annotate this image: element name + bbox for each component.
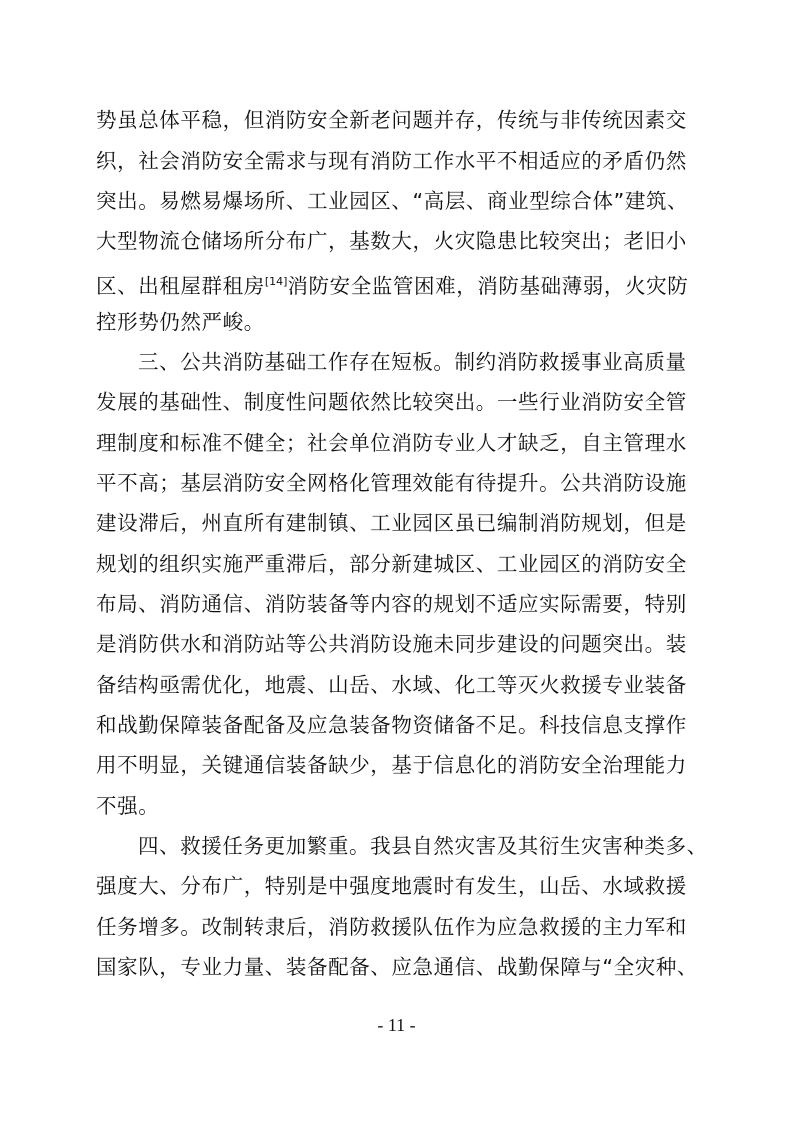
citation-reference: [14] bbox=[264, 275, 288, 288]
paragraph-1-line-3: 突出。易燃易爆场所、工业园区、“高层、商业型综合体”建筑、 bbox=[96, 189, 689, 213]
paragraph-1-line-4: 大型物流仓储场所分布广，基数大，火灾隐患比较突出；老旧小 bbox=[96, 229, 687, 253]
paragraph-3-line-4: 国家队，专业力量、装备配备、应急通信、战勤保障与“全灾种、 bbox=[96, 955, 699, 979]
paragraph-1-line-2: 织，社会消防安全需求与现有消防工作水平不相适应的矛盾仍然 bbox=[96, 149, 687, 173]
paragraph-1-line-5-text-a: 区、出租屋群租房 bbox=[96, 274, 265, 298]
paragraph-1-line-5-text-b: 消防安全监管困难，消防基础薄弱，火灾防 bbox=[287, 274, 689, 298]
paragraph-2-line-7: 布局、消防通信、消防装备等内容的规划不适应实际需要，特别 bbox=[96, 592, 687, 616]
paragraph-2-line-8: 是消防供水和消防站等公共消防设施未同步建设的问题突出。装 bbox=[96, 632, 687, 656]
page-number: - 11 - bbox=[377, 1015, 416, 1035]
paragraph-2-line-3: 理制度和标准不健全；社会单位消防专业人才缺乏，自主管理水 bbox=[96, 431, 687, 455]
paragraph-2-line-5: 建设滞后，州直所有建制镇、工业园区虽已编制消防规划，但是 bbox=[96, 511, 687, 535]
paragraph-2-line-6: 规划的组织实施严重滞后，部分新建城区、工业园区的消防安全 bbox=[96, 552, 687, 576]
paragraph-1-line-6: 控形势仍然严峻。 bbox=[96, 310, 265, 334]
paragraph-2-line-12: 不强。 bbox=[96, 794, 160, 818]
paragraph-1-line-5 bbox=[96, 268, 688, 296]
paragraph-3-line-1: 四、救援任务更加繁重。我县自然灾害及其衍生灾害种类多、 bbox=[138, 834, 708, 858]
paragraph-1-line-1: 势虽总体平稳，但消防安全新老问题并存，传统与非传统因素交 bbox=[96, 108, 687, 132]
paragraph-3-line-2: 强度大、分布广，特别是中强度地震时有发生，山岳、水域救援 bbox=[96, 874, 687, 898]
paragraph-2-line-4: 平不高；基层消防安全网格化管理效能有待提升。公共消防设施 bbox=[96, 471, 687, 495]
paragraph-3-line-3: 任务增多。改制转隶后，消防救援队伍作为应急救援的主力军和 bbox=[96, 915, 687, 939]
paragraph-2-line-2: 发展的基础性、制度性问题依然比较突出。一些行业消防安全管 bbox=[96, 390, 687, 414]
paragraph-2-line-1: 三、公共消防基础工作存在短板。制约消防救援事业高质量 bbox=[138, 350, 687, 374]
paragraph-2-line-9: 备结构亟需优化，地震、山岳、水域、化工等灭火救援专业装备 bbox=[96, 673, 687, 697]
paragraph-2-line-10: 和战勤保障装备配备及应急装备物资储备不足。科技信息支撑作 bbox=[96, 713, 687, 737]
paragraph-2-line-11: 用不明显，关键通信装备缺少，基于信息化的消防安全治理能力 bbox=[96, 753, 687, 777]
